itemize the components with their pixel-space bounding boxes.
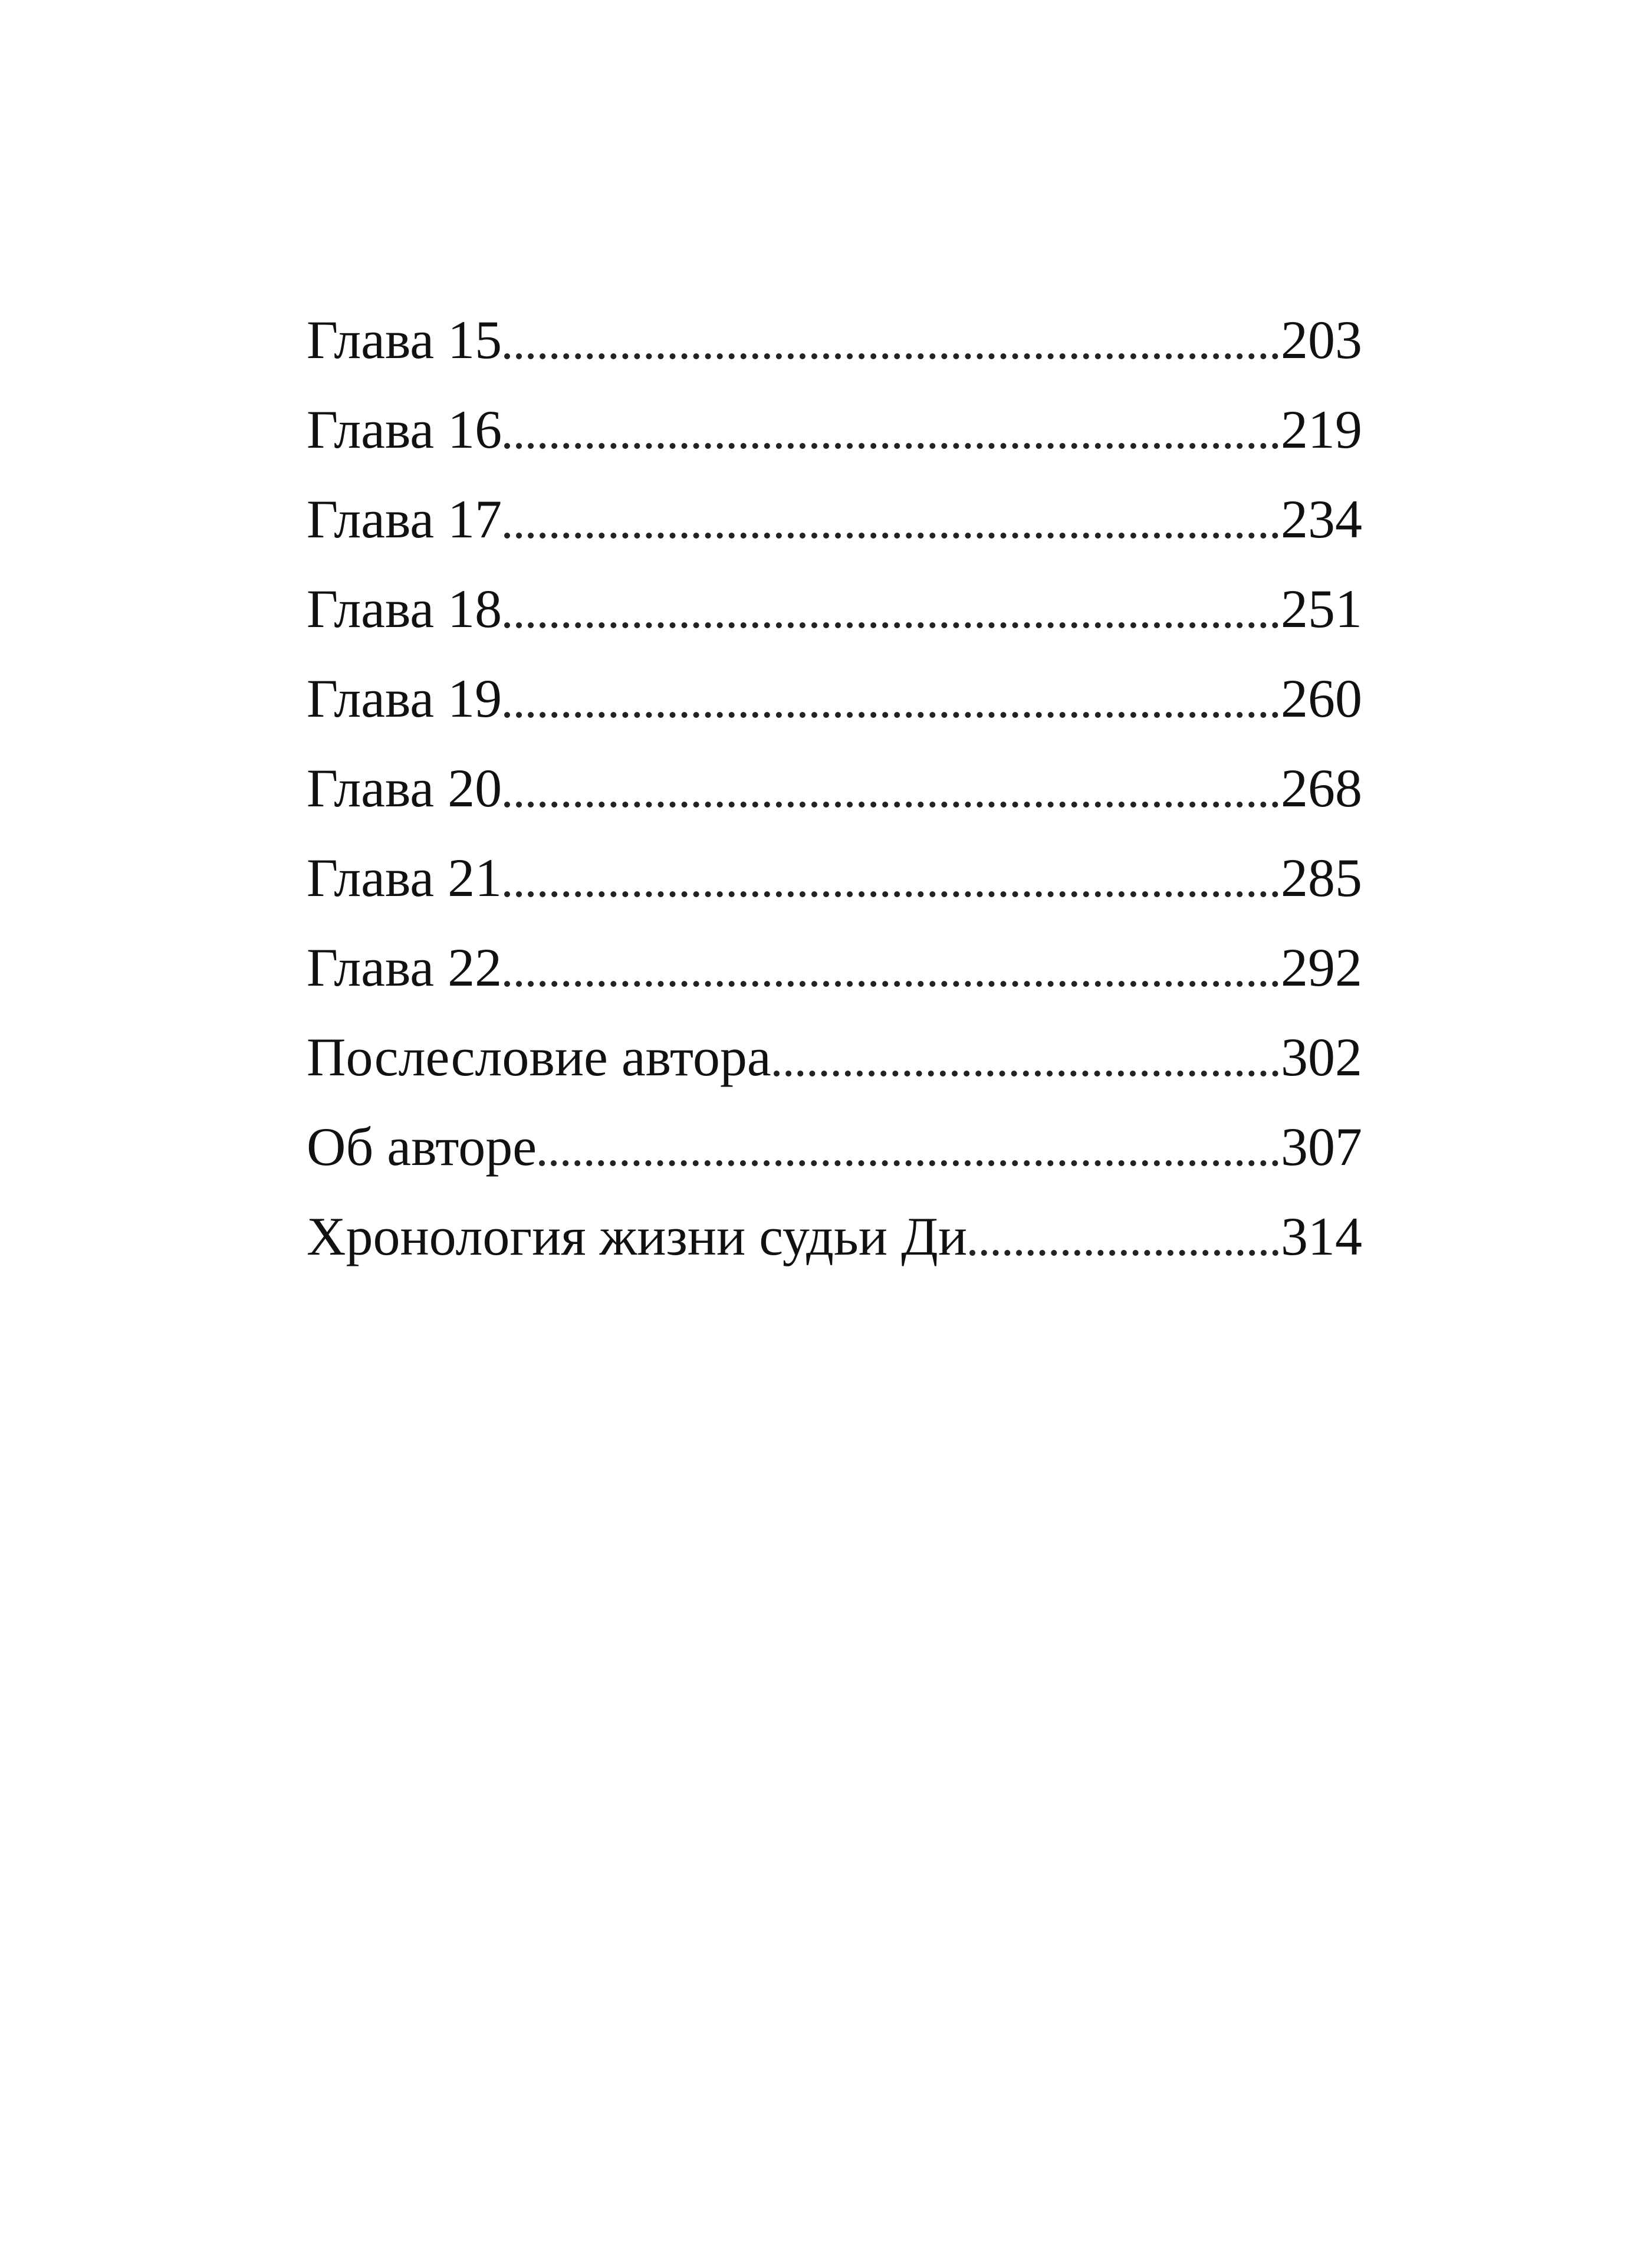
dot-leader [539, 1160, 1278, 1166]
toc-entry-chapter-19 [307, 654, 1362, 743]
toc-entry-page: 203 [1281, 310, 1362, 370]
toc-entry-title: Хронология жизни судьи Ди [307, 1206, 968, 1266]
toc-entry-title: Глава 18 [307, 579, 502, 639]
table-of-contents [307, 295, 1362, 1281]
dot-leader [504, 802, 1278, 808]
toc-entry-title: Послесловие автора [307, 1027, 771, 1087]
toc-entry-title: Глава 16 [307, 399, 502, 459]
toc-entry-chronology [307, 1192, 1362, 1281]
toc-entry-afterword [307, 1012, 1362, 1102]
toc-entry-page: 292 [1281, 937, 1362, 997]
toc-entry-page: 302 [1281, 1027, 1362, 1087]
toc-entry-chapter-22 [307, 923, 1362, 1012]
toc-entry-about-author [307, 1102, 1362, 1192]
toc-entry-title: Глава 15 [307, 310, 502, 370]
toc-entry-page: 268 [1281, 758, 1362, 818]
dot-leader [504, 622, 1278, 628]
toc-entry-title: Глава 19 [307, 668, 502, 728]
dot-leader [504, 353, 1278, 359]
toc-entry-title: Об авторе [307, 1117, 537, 1177]
toc-entry-chapter-18 [307, 564, 1362, 654]
toc-entry-page: 307 [1281, 1117, 1362, 1177]
toc-entry-title: Глава 22 [307, 937, 502, 997]
toc-entry-chapter-21 [307, 833, 1362, 923]
toc-entry-title: Глава 20 [307, 758, 502, 818]
dot-leader [504, 981, 1278, 987]
toc-entry-page: 234 [1281, 489, 1362, 549]
dot-leader [774, 1071, 1278, 1076]
toc-entry-page: 251 [1281, 579, 1362, 639]
dot-leader [504, 533, 1278, 539]
dot-leader [504, 443, 1278, 449]
dot-leader [969, 1250, 1278, 1256]
toc-entry-title: Глава 17 [307, 489, 502, 549]
toc-entry-page: 260 [1281, 668, 1362, 728]
toc-entry-page: 285 [1281, 848, 1362, 908]
dot-leader [504, 712, 1278, 718]
toc-entry-chapter-16 [307, 385, 1362, 474]
toc-entry-chapter-17 [307, 474, 1362, 564]
dot-leader [504, 891, 1278, 897]
toc-entry-title: Глава 21 [307, 848, 502, 908]
toc-entry-page: 314 [1281, 1206, 1362, 1266]
toc-entry-chapter-20 [307, 743, 1362, 833]
toc-entry-page: 219 [1281, 399, 1362, 459]
toc-entry-chapter-15 [307, 295, 1362, 385]
